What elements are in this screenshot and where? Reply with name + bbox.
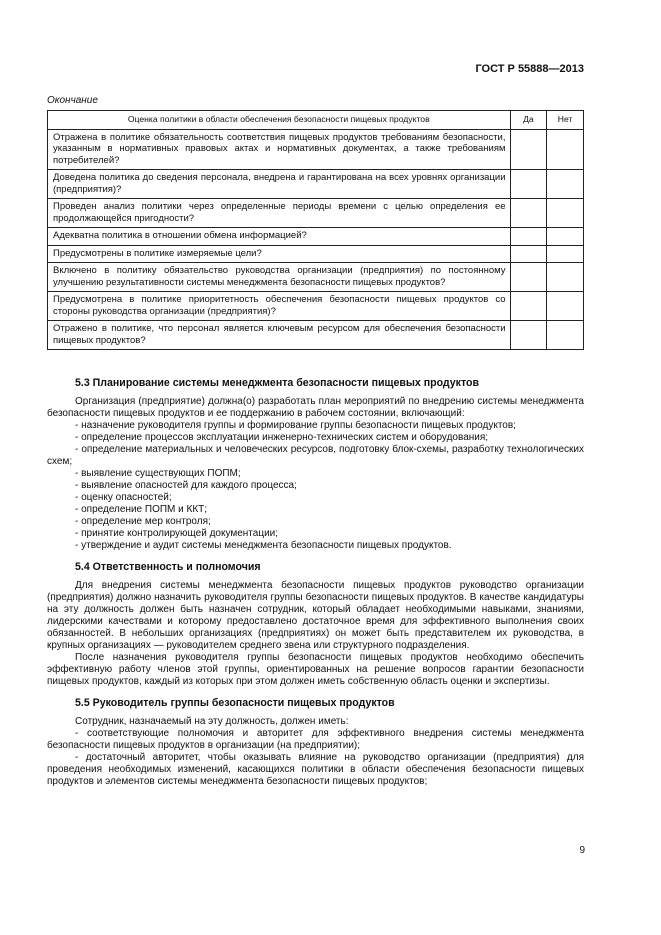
list-item: - определение процессов эксплуатации инженерно-технических систем и оборудования;: [75, 432, 489, 443]
section-5-5-intro: Сотрудник, назначаемый на эту должность, должен иметь:: [75, 716, 349, 727]
table-header-row: [48, 111, 584, 130]
paragraph: После назначения руководителя группы безопасности пищевых продуктов необходимо обеспечить эффективную работу членов этой группы, ориентированных на решение вопросов гарантии безопасности пищевых продуктов, каждый из которых при этом должен иметь собственную область оценки и экспертизы.: [47, 652, 584, 687]
list-item: - определение ПОПМ и ККТ;: [75, 504, 208, 515]
yes-cell[interactable]: [510, 228, 547, 246]
table-row: [48, 292, 584, 321]
list-item: - соответствующие полномочия и авторитет для эффективного внедрения системы менеджмента безопасности пищевых продуктов в организации (на предприятии);: [47, 728, 584, 751]
question-cell: Проведен анализ политики через определенные периоды времени с целью определения ее продолжающейся пригодности?: [48, 199, 511, 228]
list-item: - определение мер контроля;: [75, 516, 211, 527]
section-5-3-title: 5.3 Планирование системы менеджмента безопасности пищевых продуктов: [75, 377, 480, 389]
yes-cell[interactable]: [510, 292, 547, 321]
list-item: - принятие контролирующей документации;: [75, 528, 279, 539]
question-cell: Отражено в политике, что персонал является ключевым ресурсом для обеспечения безопасности пищевых продуктов?: [48, 321, 511, 350]
table-row: [48, 245, 584, 263]
question-cell: Отражена в политике обязательность соответствия пищевых продуктов требованиям безопасности, указанным в нормативных правовых актах и нормативных документах, а также требованиям потребителей?: [48, 129, 511, 170]
table-row: [48, 170, 584, 199]
list-item: - достаточный авторитет, чтобы оказывать влияние на руководство организации (предприятия) для проведения необходимых изменений, касающихся политики в области обеспечения безопасности пищевых продуктов и элементов системы менеджмента безопасности пищевых продуктов;: [47, 752, 584, 787]
table-row: [48, 228, 584, 246]
no-cell[interactable]: [547, 321, 584, 350]
question-cell: Предусмотрены в политике измеряемые цели?: [48, 245, 511, 263]
list-item: - выявление существующих ПОПМ;: [75, 468, 241, 479]
paragraph: Для внедрения системы менеджмента безопасности пищевых продуктов руководство организации (предприятия) должно назначить руководителя группы безопасности пищевых продуктов. В качестве кандидатуры на эту должность должен быть назначен сотрудник, который обладает необходимыми навыками, знаниями, лидерскими качествами и которому предоставлено достаточное время для эффективного выполнения своих обязанностей. В небольших организациях (предприятиях) он может быть представителем их руководства, в крупных организациях — руководителем среднего звена или структурного подразделения.: [47, 580, 584, 651]
no-cell[interactable]: [547, 129, 584, 170]
policy-evaluation-table: [47, 110, 584, 350]
yes-cell[interactable]: [510, 321, 547, 350]
body-text: [47, 377, 584, 788]
table-caption: Окончание: [47, 95, 98, 106]
yes-cell[interactable]: [510, 170, 547, 199]
no-cell[interactable]: [547, 245, 584, 263]
question-cell: Адекватна политика в отношении обмена информацией?: [48, 228, 511, 246]
list-item: - утверждение и аудит системы менеджмента безопасности пищевых продуктов.: [75, 540, 452, 551]
list-item: - назначение руководителя группы и формирование группы безопасности пищевых продуктов;: [75, 420, 516, 431]
question-cell: Предусмотрена в политике приоритетность обеспечения безопасности пищевых продуктов со стороны руководства организации (предприятия)?: [48, 292, 511, 321]
no-cell[interactable]: [547, 263, 584, 292]
page-number: 9: [579, 845, 585, 856]
section-5-4-title: 5.4 Ответственность и полномочия: [75, 561, 261, 573]
table-row: [48, 321, 584, 350]
no-cell[interactable]: [547, 170, 584, 199]
list-item: - определение материальных и человеческих ресурсов, подготовку блок-схемы, разработку технологических схем;: [47, 444, 584, 467]
header-criterion: Оценка политики в области обеспечения безопасности пищевых продуктов: [48, 111, 511, 130]
table-row: [48, 129, 584, 170]
question-cell: Включено в политику обязательство руководства организации (предприятия) по постоянному улучшению результативности системы менеджмента безопасности пищевых продуктов?: [48, 263, 511, 292]
list-item: - выявление опасностей для каждого процесса;: [75, 480, 297, 491]
document-code: ГОСТ Р 55888—2013: [475, 63, 584, 75]
yes-cell[interactable]: [510, 129, 547, 170]
table-row: [48, 263, 584, 292]
list-item: - оценку опасностей;: [75, 492, 172, 503]
yes-cell[interactable]: [510, 199, 547, 228]
header-yes: Да: [510, 111, 547, 130]
no-cell[interactable]: [547, 228, 584, 246]
header-no: Нет: [547, 111, 584, 130]
no-cell[interactable]: [547, 292, 584, 321]
no-cell[interactable]: [547, 199, 584, 228]
table-row: [48, 199, 584, 228]
section-5-5-title: 5.5 Руководитель группы безопасности пищевых продуктов: [75, 697, 395, 709]
yes-cell[interactable]: [510, 263, 547, 292]
yes-cell[interactable]: [510, 245, 547, 263]
question-cell: Доведена политика до сведения персонала, внедрена и гарантирована на всех уровнях организации (предприятия)?: [48, 170, 511, 199]
section-5-3-intro: Организация (предприятие) должна(о) разработать план мероприятий по внедрению системы менеджмента безопасности пищевых продуктов и ее поддержанию в рабочем состоянии, включающий:: [47, 396, 584, 419]
